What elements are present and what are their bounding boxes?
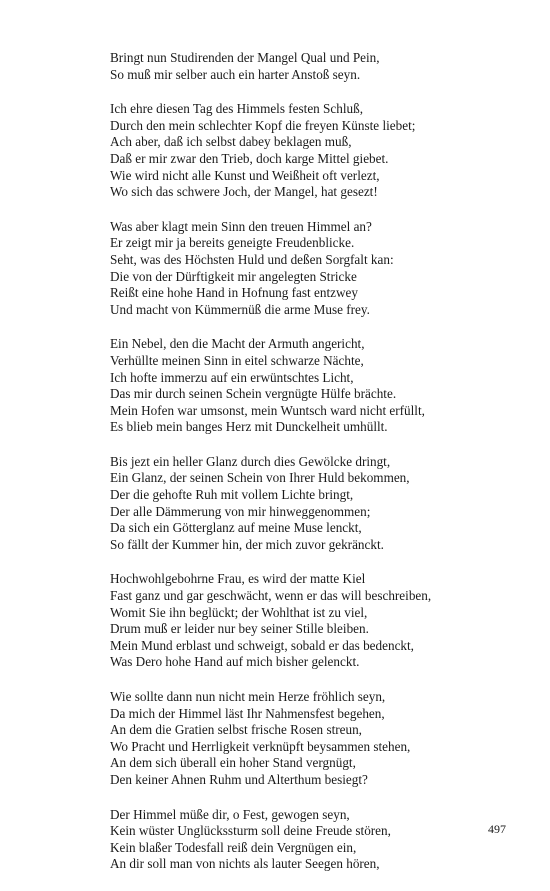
verse-line: Den keiner Ahnen Ruhm und Alterthum besiegt? [110,771,368,787]
verse-line: Womit Sie ihn beglückt; der Wohlthat ist zu viel, [110,604,368,620]
verse-line: An dem die Gratien selbst frische Rosen streun, [110,722,362,738]
verse-line: Da sich ein Götterglanz auf meine Muse lenckt, [110,520,362,536]
verse-line: Bringt nun Studirenden der Mangel Qual und Pein, [110,50,380,65]
stanza-8 [110,807,490,873]
verse-line: Ich hofte immerzu auf ein erwüntschtes Licht, [110,369,354,385]
page-number: 497 [488,822,506,836]
verse-line: Kein wüster Unglückssturm soll deine Freude stören, [110,823,391,839]
verse-line: Daß er mir zwar den Trieb, doch karge Mittel giebet. [110,150,389,166]
verse-line: Was Dero hohe Hand auf mich bisher gelenckt. [110,654,360,670]
verse-line: Der Himmel müße dir, o Fest, gewogen seyn, [110,806,350,822]
verse-line: Ein Nebel, den die Macht der Armuth angericht, [110,336,365,352]
verse-line: An dir soll man von nichts als lauter Seegen hören, [110,856,380,872]
verse-line: Durch den mein schlechter Kopf die freyen Künste liebet; [110,117,416,133]
verse-line: Hochwohlgebohrne Frau, es wird der matte Kiel [110,571,366,587]
stanza-7 [110,689,490,789]
stanza-6 [110,571,490,671]
verse-line: Bis jezt ein heller Glanz durch dies Gewölcke dringt, [110,453,391,469]
verse-line: So fällt der Kummer hin, der mich zuvor gekränckt. [110,536,384,552]
verse-line: Ach aber, daß ich selbst dabey beklagen muß, [110,134,352,150]
stanza-4 [110,336,490,436]
verse-line: Der die gehofte Ruh mit vollem Lichte bringt, [110,487,354,503]
verse-line: Und macht von Kümmernüß die arme Muse frey. [110,301,370,317]
verse-line: Mein Hofen war umsonst, mein Wuntsch ward nicht erfüllt, [110,402,425,418]
verse-line: Wie wird nicht alle Kunst und Weißheit oft verlezt, [110,167,380,183]
verse-line: Es blieb mein banges Herz mit Dunckelheit umhüllt. [110,419,388,435]
verse-line: Wie sollte dann nun nicht mein Herze fröhlich seyn, [110,689,386,704]
stanza-1 [110,50,490,83]
verse-line: Die von der Dürftigkeit mir angelegten Stricke [110,268,357,284]
verse-line: Ich ehre diesen Tag des Himmels festen Schluß, [110,101,363,117]
verse-line: Das mir durch seinen Schein vergnügte Hülfe brächte. [110,386,397,402]
verse-line: Da mich der Himmel läst Ihr Nahmensfest begehen, [110,705,385,721]
verse-line: Kein blaßer Todesfall reiß dein Vergnügen ein, [110,839,357,855]
verse-line: Ein Glanz, der seinen Schein von Ihrer Huld bekommen, [110,470,410,486]
stanza-2 [110,101,490,201]
verse-line: Seht, was des Höchsten Huld und deßen Sorgfalt kan: [110,251,394,267]
verse-line: Verhüllte meinen Sinn in eitel schwarze Nächte, [110,352,364,368]
verse-line: So muß mir selber auch ein harter Anstoß seyn. [110,66,361,82]
verse-line: Was aber klagt mein Sinn den treuen Himmel an? [110,218,372,234]
poem-text [110,50,490,891]
verse-line: Drum muß er leider nur bey seiner Stille bleiben. [110,621,369,637]
verse-line: Der alle Dämmerung von mir hinweggenommen; [110,503,371,519]
stanza-3 [110,219,490,319]
verse-line: An dem sich überall ein hoher Stand vergnügt, [110,755,356,771]
verse-line: Mein Mund erblast und schweigt, sobald er das bedenckt, [110,637,414,653]
verse-line: Reißt eine hohe Hand in Hofnung fast entzwey [110,285,358,301]
verse-line: Er zeigt mir ja bereits geneigte Freudenblicke. [110,235,355,251]
verse-line: Wo sich das schwere Joch, der Mangel, hat gesezt! [110,184,378,200]
verse-line: Fast ganz und gar geschwächt, wenn er das will beschreiben, [110,588,432,604]
verse-line: Wo Pracht und Herrligkeit verknüpft beysammen stehen, [110,738,411,754]
stanza-5 [110,454,490,554]
